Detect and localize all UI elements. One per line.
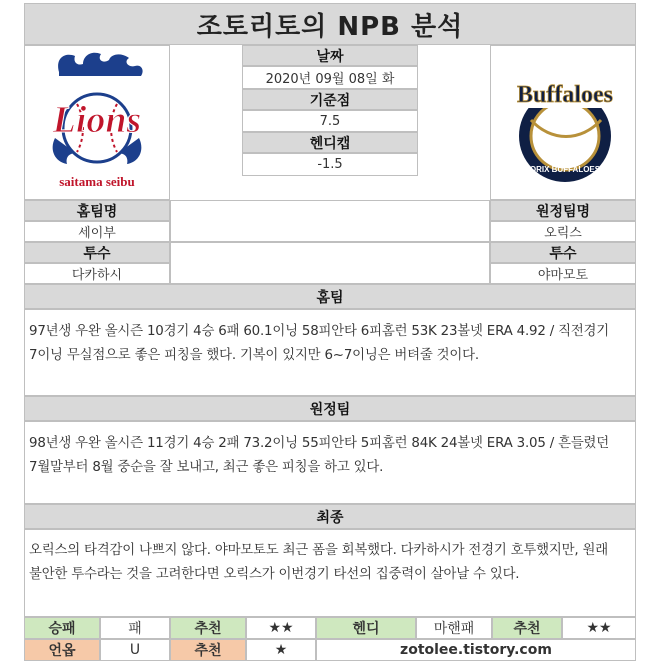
final-section-header: 최종 (24, 504, 636, 529)
win-loss-stars: ★★ (246, 617, 316, 639)
over-under-rec-label: 추천 (170, 639, 246, 661)
handicap-label: 헨디캡 (242, 132, 418, 153)
buffaloes-logo-sub: ORIX BUFFALOES (529, 165, 601, 174)
home-pitcher-value: 다카하시 (24, 263, 170, 284)
away-logo-box (490, 45, 636, 200)
final-analysis-text: 오릭스의 타격감이 나쁘지 않다. 야마모토도 최근 폼을 회복했다. 다카하시가 전경기 호투했지만, 원래 불안한 투수라는 것을 고려한다면 오릭스가 이번경기 타선의 집중력이 살아날 수 있다. (24, 529, 636, 617)
win-loss-value: 패 (100, 617, 170, 639)
home-analysis-text: 97년생 우완 올시즌 10경기 4승 6패 60.1이닝 58피안타 6피홈런 53K 23볼넷 ERA 4.92 / 직전경기 7이닝 무실점으로 좋은 피칭을 했다. 기복이 있지만 6~7이닝은 버텨줄 것이다. (24, 309, 636, 396)
date-value: 2020년 09월 08일 화 (242, 66, 418, 89)
base-label: 기준점 (242, 89, 418, 110)
over-under-stars: ★ (246, 639, 316, 661)
base-value: 7.5 (242, 110, 418, 132)
home-logo-box (24, 45, 170, 200)
win-loss-label: 승패 (24, 617, 100, 639)
home-team-value: 세이부 (24, 221, 170, 242)
middle-blank-top (170, 200, 490, 242)
handi-rec-label: 추천 (492, 617, 562, 639)
middle-blank-bottom (170, 242, 490, 284)
home-section-header: 홈팀 (24, 284, 636, 309)
lions-logo-sub: saitama seibu (59, 174, 135, 189)
buffaloes-logo (491, 46, 635, 199)
lions-logo (25, 46, 169, 199)
page-title: 조토리토의 NPB 분석 (24, 3, 636, 45)
home-team-label: 홈팀명 (24, 200, 170, 221)
buffaloes-logo-word: Buffaloes (517, 82, 613, 108)
away-team-value: 오릭스 (490, 221, 636, 242)
away-analysis-text: 98년생 우완 올시즌 11경기 4승 2패 73.2이닝 55피안타 5피홈런 84K 24볼넷 ERA 3.05 / 흔들렸던 7월말부터 8월 중순을 잘 보내고, 최근 좋은 피칭을 하고 있다. (24, 421, 636, 504)
handicap-value: -1.5 (242, 153, 418, 176)
home-pitcher-label: 투수 (24, 242, 170, 263)
away-section-header: 원정팀 (24, 396, 636, 421)
lions-logo-word: Lions (52, 99, 142, 141)
handi-label: 헨디 (316, 617, 416, 639)
away-pitcher-label: 투수 (490, 242, 636, 263)
date-label: 날짜 (242, 45, 418, 66)
handi-stars: ★★ (562, 617, 636, 639)
handi-value: 마핸패 (416, 617, 492, 639)
over-under-label: 언옵 (24, 639, 100, 661)
site-url: zotolee.tistory.com (316, 639, 636, 661)
away-pitcher-value: 야마모토 (490, 263, 636, 284)
win-loss-rec-label: 추천 (170, 617, 246, 639)
over-under-value: U (100, 639, 170, 661)
away-team-label: 원정팀명 (490, 200, 636, 221)
